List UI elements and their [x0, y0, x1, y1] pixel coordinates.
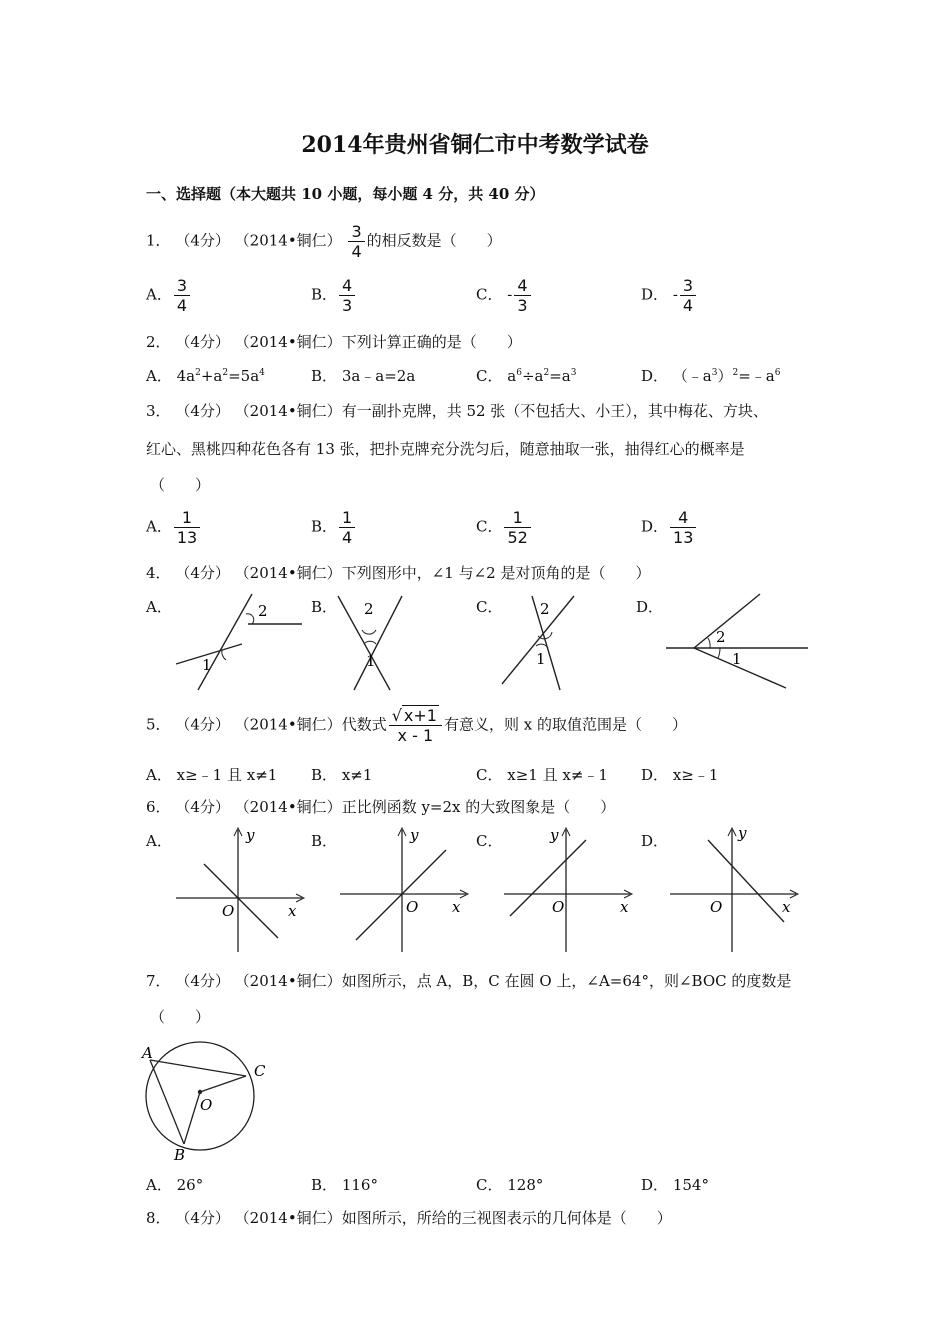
question-7-line2: （ ） [150, 1008, 211, 1026]
svg-text:y: y [246, 826, 255, 844]
question-7: 7． （4分） （2014•铜仁）如图所示，点 A，B，C 在圆 O 上，∠A=64°，则∠BOC 的度数是 [146, 972, 792, 990]
angle-figure-a [170, 592, 310, 692]
option-b[interactable]: B． 116° [311, 1176, 378, 1194]
graph-c [502, 826, 638, 954]
option-c[interactable]: C． 128° [476, 1176, 544, 1194]
option-a[interactable]: A． 26° [146, 1176, 204, 1194]
option-a[interactable]: A． [146, 598, 172, 616]
svg-text:O: O [406, 898, 419, 916]
option-d[interactable]: D． $(﹣a^3)^2=﹣a^6$ [641, 367, 781, 385]
option-d[interactable]: D． $\frac{4}{13}$ [641, 508, 698, 547]
svg-text:y: y [550, 826, 559, 844]
question-3: 3． （4分） （2014•铜仁）有一副扑克牌，共 52 张（不包括大、小王），其中梅花、方块、 [146, 402, 768, 420]
q-text: 的相反数是（ ） [366, 231, 502, 250]
option-d[interactable]: D． x≥﹣1 [641, 766, 719, 784]
svg-text:x: x [288, 902, 297, 920]
svg-text:x: x [452, 898, 461, 916]
option-b[interactable]: B． x≠1 [311, 766, 373, 784]
question-8: 8． （4分） （2014•铜仁）如图所示，所给的三视图表示的几何体是（ ） [146, 1209, 672, 1227]
question-5: 5． （4分） （2014•铜仁）代数式 $\frac{√ x+1}{x - 1}$ 有意义，则 x 的取值范围是（ ） [146, 706, 687, 745]
question-2: 2． （4分） （2014•铜仁）下列计算正确的是（ ） [146, 333, 522, 351]
angle-figure-c [500, 592, 580, 692]
question-6: 6． （4分） （2014•铜仁）正比例函数 y=2x 的大致图象是（ ） [146, 798, 616, 816]
svg-text:2: 2 [364, 600, 374, 618]
option-c[interactable]: C． $a^6\div a^2=a^3$ [476, 367, 577, 385]
q-number: 1． [146, 231, 171, 250]
svg-text:x: x [782, 898, 791, 916]
svg-text:y: y [738, 826, 747, 842]
svg-text:1: 1 [202, 656, 212, 674]
page-title: 2014年贵州省铜仁市中考数学试卷 [301, 132, 649, 158]
option-a[interactable]: A． $4a^2+a^2=5a^4$ [146, 367, 265, 385]
option-d[interactable]: D． [641, 832, 669, 850]
option-b[interactable]: B． [311, 832, 338, 850]
svg-text:2: 2 [258, 602, 268, 620]
svg-text:1: 1 [366, 652, 376, 670]
circle-figure [140, 1040, 270, 1164]
option-c[interactable]: C． - $\frac{4}{3}$ [476, 276, 533, 315]
option-d[interactable]: D． - $\frac{3}{4}$ [641, 276, 698, 315]
option-d[interactable]: D． 154° [641, 1176, 709, 1194]
q-score: （4分） [175, 231, 230, 250]
graph-d [668, 826, 804, 954]
svg-text:1: 1 [732, 650, 742, 668]
angle-figure-d [664, 592, 810, 692]
question-3-line2: 红心、黑桃四种花色各有 13 张，把扑克牌充分洗匀后，随意抽取一张，抽得红心的概率是 [146, 440, 745, 458]
svg-text:O: O [552, 898, 565, 916]
question-3-line3: （ ） [150, 476, 211, 494]
question-4: 4． （4分） （2014•铜仁）下列图形中，∠1 与∠2 是对顶角的是（ ） [146, 564, 651, 582]
option-b[interactable]: B． $\frac{1}{4}$ [311, 508, 357, 547]
option-c[interactable]: C． $\frac{1}{52}$ [476, 508, 533, 547]
fraction: $\frac{3}{4}$ [348, 222, 364, 261]
option-d[interactable]: D． [636, 598, 664, 616]
radical-fraction: $\frac{√ x+1}{x - 1}$ [389, 706, 442, 745]
option-a[interactable]: A． $\frac{3}{4}$ [146, 276, 192, 315]
svg-text:y: y [410, 826, 419, 844]
svg-text:O: O [200, 1096, 213, 1114]
svg-text:2: 2 [540, 600, 550, 618]
svg-text:B: B [174, 1146, 186, 1164]
svg-text:2: 2 [716, 628, 726, 646]
option-b[interactable]: B． 3a﹣a=2a [311, 367, 416, 385]
svg-text:O: O [222, 902, 235, 920]
option-c[interactable]: C． [476, 832, 503, 850]
option-c[interactable]: C． x≥1 且 x≠﹣1 [476, 766, 608, 784]
svg-text:A: A [142, 1044, 153, 1062]
question-1 [146, 222, 502, 261]
option-b[interactable]: B． $\frac{4}{3}$ [311, 276, 357, 315]
angle-figure-b [334, 592, 414, 692]
q-source: （2014•铜仁） [234, 231, 342, 250]
option-a[interactable]: A． x≥﹣1 且 x≠1 [146, 766, 278, 784]
graph-b [338, 826, 474, 954]
option-a[interactable]: A． [146, 832, 172, 850]
option-a[interactable]: A． $\frac{1}{13}$ [146, 508, 202, 547]
svg-text:x: x [620, 898, 629, 916]
svg-text:O: O [710, 898, 723, 916]
graph-a [174, 826, 310, 954]
svg-text:1: 1 [536, 650, 546, 668]
option-c[interactable]: C． [476, 598, 503, 616]
section-heading: 一、选择题（本大题共 10 小题，每小题 4 分，共 40 分） [146, 185, 545, 203]
option-b[interactable]: B． [311, 598, 338, 616]
svg-text:C: C [254, 1062, 266, 1080]
